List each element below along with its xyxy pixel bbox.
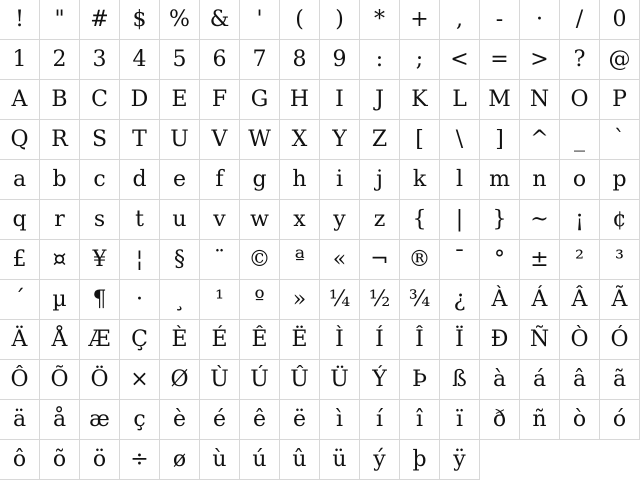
glyph-cell: ð bbox=[480, 400, 520, 440]
glyph-cell: ^ bbox=[520, 120, 560, 160]
glyph-cell: ¨ bbox=[200, 240, 240, 280]
glyph-cell: ù bbox=[200, 440, 240, 480]
glyph-cell: Â bbox=[560, 280, 600, 320]
glyph-cell: W bbox=[240, 120, 280, 160]
glyph-cell: ® bbox=[400, 240, 440, 280]
glyph-cell: Ù bbox=[200, 360, 240, 400]
glyph-cell: I bbox=[320, 80, 360, 120]
glyph-cell: Ï bbox=[440, 320, 480, 360]
glyph-cell: Ê bbox=[240, 320, 280, 360]
glyph-cell: ? bbox=[560, 40, 600, 80]
glyph-cell: w bbox=[240, 200, 280, 240]
glyph-cell: ø bbox=[160, 440, 200, 480]
glyph-cell: 6 bbox=[200, 40, 240, 80]
glyph-cell: Ö bbox=[80, 360, 120, 400]
glyph-cell: ! bbox=[0, 0, 40, 40]
glyph-cell: ½ bbox=[360, 280, 400, 320]
glyph-cell: ´ bbox=[0, 280, 40, 320]
glyph-cell: / bbox=[560, 0, 600, 40]
glyph-cell: + bbox=[400, 0, 440, 40]
glyph-cell: © bbox=[240, 240, 280, 280]
glyph-cell: n bbox=[520, 160, 560, 200]
glyph-cell: à bbox=[480, 360, 520, 400]
glyph-cell: Ó bbox=[600, 320, 640, 360]
glyph-cell: K bbox=[400, 80, 440, 120]
glyph-cell: Ñ bbox=[520, 320, 560, 360]
glyph-cell: 4 bbox=[120, 40, 160, 80]
glyph-cell: º bbox=[240, 280, 280, 320]
glyph-cell: è bbox=[160, 400, 200, 440]
glyph-cell: Å bbox=[40, 320, 80, 360]
glyph-cell: ê bbox=[240, 400, 280, 440]
glyph-cell: G bbox=[240, 80, 280, 120]
glyph-cell: } bbox=[480, 200, 520, 240]
glyph-cell: Æ bbox=[80, 320, 120, 360]
glyph-cell: ä bbox=[0, 400, 40, 440]
glyph-cell: æ bbox=[80, 400, 120, 440]
glyph-cell: Ã bbox=[600, 280, 640, 320]
glyph-cell: Ò bbox=[560, 320, 600, 360]
glyph-cell: ~ bbox=[520, 200, 560, 240]
glyph-cell: t bbox=[120, 200, 160, 240]
glyph-cell: ` bbox=[600, 120, 640, 160]
glyph-cell: b bbox=[40, 160, 80, 200]
glyph-cell: = bbox=[480, 40, 520, 80]
glyph-cell: @ bbox=[600, 40, 640, 80]
glyph-cell: 0 bbox=[600, 0, 640, 40]
glyph-cell: Õ bbox=[40, 360, 80, 400]
glyph-cell: S bbox=[80, 120, 120, 160]
glyph-cell: l bbox=[440, 160, 480, 200]
glyph-cell: ö bbox=[80, 440, 120, 480]
glyph-cell: ; bbox=[400, 40, 440, 80]
glyph-cell: ñ bbox=[520, 400, 560, 440]
glyph-cell: ¶ bbox=[80, 280, 120, 320]
glyph-cell: - bbox=[480, 0, 520, 40]
glyph-cell: < bbox=[440, 40, 480, 80]
glyph-cell: ¯ bbox=[440, 240, 480, 280]
glyph-cell: H bbox=[280, 80, 320, 120]
glyph-cell: ã bbox=[600, 360, 640, 400]
glyph-cell: ¿ bbox=[440, 280, 480, 320]
glyph-cell: R bbox=[40, 120, 80, 160]
glyph-cell: Í bbox=[360, 320, 400, 360]
glyph-cell: ² bbox=[560, 240, 600, 280]
glyph-cell: 5 bbox=[160, 40, 200, 80]
glyph-cell: µ bbox=[40, 280, 80, 320]
glyph-cell: i bbox=[320, 160, 360, 200]
glyph-cell: ³ bbox=[600, 240, 640, 280]
glyph-cell: y bbox=[320, 200, 360, 240]
glyph-cell: 7 bbox=[240, 40, 280, 80]
glyph-cell: c bbox=[80, 160, 120, 200]
glyph-cell: ¤ bbox=[40, 240, 80, 280]
glyph-cell: ª bbox=[280, 240, 320, 280]
glyph-cell: À bbox=[480, 280, 520, 320]
glyph-cell: ¢ bbox=[600, 200, 640, 240]
glyph-cell: Á bbox=[520, 280, 560, 320]
glyph-cell: ò bbox=[560, 400, 600, 440]
glyph-cell: ÷ bbox=[120, 440, 160, 480]
glyph-cell: ú bbox=[240, 440, 280, 480]
glyph-cell: ¸ bbox=[160, 280, 200, 320]
glyph-cell: Ð bbox=[480, 320, 520, 360]
glyph-cell: þ bbox=[400, 440, 440, 480]
glyph-cell: m bbox=[480, 160, 520, 200]
glyph-cell: ¥ bbox=[80, 240, 120, 280]
glyph-cell: ¼ bbox=[320, 280, 360, 320]
glyph-cell: Ø bbox=[160, 360, 200, 400]
glyph-cell: ¦ bbox=[120, 240, 160, 280]
glyph-cell: [ bbox=[400, 120, 440, 160]
glyph-cell: ° bbox=[480, 240, 520, 280]
glyph-cell: P bbox=[600, 80, 640, 120]
glyph-cell: Ç bbox=[120, 320, 160, 360]
glyph-cell: § bbox=[160, 240, 200, 280]
glyph-cell: j bbox=[360, 160, 400, 200]
glyph-cell: 2 bbox=[40, 40, 80, 80]
glyph-cell: T bbox=[120, 120, 160, 160]
glyph-cell-empty bbox=[600, 440, 640, 480]
glyph-cell: & bbox=[200, 0, 240, 40]
glyph-cell-empty bbox=[520, 440, 560, 480]
glyph-cell: ¹ bbox=[200, 280, 240, 320]
glyph-cell: Î bbox=[400, 320, 440, 360]
glyph-cell: ¾ bbox=[400, 280, 440, 320]
glyph-cell: L bbox=[440, 80, 480, 120]
glyph-cell: F bbox=[200, 80, 240, 120]
glyph-cell-empty bbox=[560, 440, 600, 480]
glyph-cell: Ú bbox=[240, 360, 280, 400]
glyph-cell: a bbox=[0, 160, 40, 200]
glyph-cell: _ bbox=[560, 120, 600, 160]
glyph-cell: 9 bbox=[320, 40, 360, 80]
glyph-cell: A bbox=[0, 80, 40, 120]
glyph-cell: â bbox=[560, 360, 600, 400]
glyph-cell: É bbox=[200, 320, 240, 360]
glyph-cell: U bbox=[160, 120, 200, 160]
glyph-cell: ó bbox=[600, 400, 640, 440]
glyph-cell: õ bbox=[40, 440, 80, 480]
glyph-cell: ¬ bbox=[360, 240, 400, 280]
glyph-cell: ï bbox=[440, 400, 480, 440]
glyph-cell: ß bbox=[440, 360, 480, 400]
glyph-cell: Þ bbox=[400, 360, 440, 400]
glyph-cell: ô bbox=[0, 440, 40, 480]
glyph-cell: ) bbox=[320, 0, 360, 40]
glyph-cell: Ì bbox=[320, 320, 360, 360]
glyph-cell: > bbox=[520, 40, 560, 80]
glyph-cell: p bbox=[600, 160, 640, 200]
glyph-cell: D bbox=[120, 80, 160, 120]
glyph-cell: » bbox=[280, 280, 320, 320]
glyph-cell: N bbox=[520, 80, 560, 120]
glyph-cell: , bbox=[440, 0, 480, 40]
glyph-cell: ' bbox=[240, 0, 280, 40]
glyph-cell: å bbox=[40, 400, 80, 440]
glyph-cell: ü bbox=[320, 440, 360, 480]
glyph-cell: Ü bbox=[320, 360, 360, 400]
glyph-cell: M bbox=[480, 80, 520, 120]
glyph-cell: E bbox=[160, 80, 200, 120]
glyph-cell: á bbox=[520, 360, 560, 400]
glyph-cell: ] bbox=[480, 120, 520, 160]
glyph-cell: h bbox=[280, 160, 320, 200]
glyph-cell: ì bbox=[320, 400, 360, 440]
glyph-cell: s bbox=[80, 200, 120, 240]
glyph-cell: { bbox=[400, 200, 440, 240]
glyph-cell: ± bbox=[520, 240, 560, 280]
glyph-cell: · bbox=[120, 280, 160, 320]
glyph-cell: Q bbox=[0, 120, 40, 160]
glyph-cell: û bbox=[280, 440, 320, 480]
glyph-cell: d bbox=[120, 160, 160, 200]
glyph-cell: # bbox=[80, 0, 120, 40]
glyph-cell: e bbox=[160, 160, 200, 200]
glyph-cell: ( bbox=[280, 0, 320, 40]
glyph-cell: \ bbox=[440, 120, 480, 160]
glyph-cell: é bbox=[200, 400, 240, 440]
glyph-cell: × bbox=[120, 360, 160, 400]
glyph-cell: r bbox=[40, 200, 80, 240]
glyph-cell: " bbox=[40, 0, 80, 40]
glyph-cell: È bbox=[160, 320, 200, 360]
glyph-cell: v bbox=[200, 200, 240, 240]
glyph-cell: 8 bbox=[280, 40, 320, 80]
glyph-cell-empty bbox=[480, 440, 520, 480]
glyph-cell: ÿ bbox=[440, 440, 480, 480]
glyph-cell: ç bbox=[120, 400, 160, 440]
glyph-cell: Ý bbox=[360, 360, 400, 400]
glyph-cell: £ bbox=[0, 240, 40, 280]
glyph-cell: Ä bbox=[0, 320, 40, 360]
glyph-cell: x bbox=[280, 200, 320, 240]
glyph-cell: Û bbox=[280, 360, 320, 400]
glyph-cell: ¡ bbox=[560, 200, 600, 240]
glyph-cell: Z bbox=[360, 120, 400, 160]
glyph-cell: J bbox=[360, 80, 400, 120]
glyph-cell: 3 bbox=[80, 40, 120, 80]
glyph-cell: : bbox=[360, 40, 400, 80]
glyph-cell: Y bbox=[320, 120, 360, 160]
glyph-cell: V bbox=[200, 120, 240, 160]
glyph-cell: í bbox=[360, 400, 400, 440]
glyph-cell: 1 bbox=[0, 40, 40, 80]
glyph-cell: ë bbox=[280, 400, 320, 440]
glyph-cell: $ bbox=[120, 0, 160, 40]
glyph-cell: | bbox=[440, 200, 480, 240]
glyph-cell: B bbox=[40, 80, 80, 120]
glyph-cell: k bbox=[400, 160, 440, 200]
glyph-cell: Ô bbox=[0, 360, 40, 400]
glyph-cell: · bbox=[520, 0, 560, 40]
glyph-cell: O bbox=[560, 80, 600, 120]
glyph-cell: % bbox=[160, 0, 200, 40]
glyph-cell: C bbox=[80, 80, 120, 120]
glyph-cell: ý bbox=[360, 440, 400, 480]
glyph-cell: X bbox=[280, 120, 320, 160]
glyph-cell: z bbox=[360, 200, 400, 240]
glyph-cell: o bbox=[560, 160, 600, 200]
glyph-cell: q bbox=[0, 200, 40, 240]
glyph-cell: f bbox=[200, 160, 240, 200]
glyph-cell: u bbox=[160, 200, 200, 240]
glyph-cell: g bbox=[240, 160, 280, 200]
glyph-cell: î bbox=[400, 400, 440, 440]
glyph-cell: Ë bbox=[280, 320, 320, 360]
glyph-cell: * bbox=[360, 0, 400, 40]
glyph-cell: « bbox=[320, 240, 360, 280]
